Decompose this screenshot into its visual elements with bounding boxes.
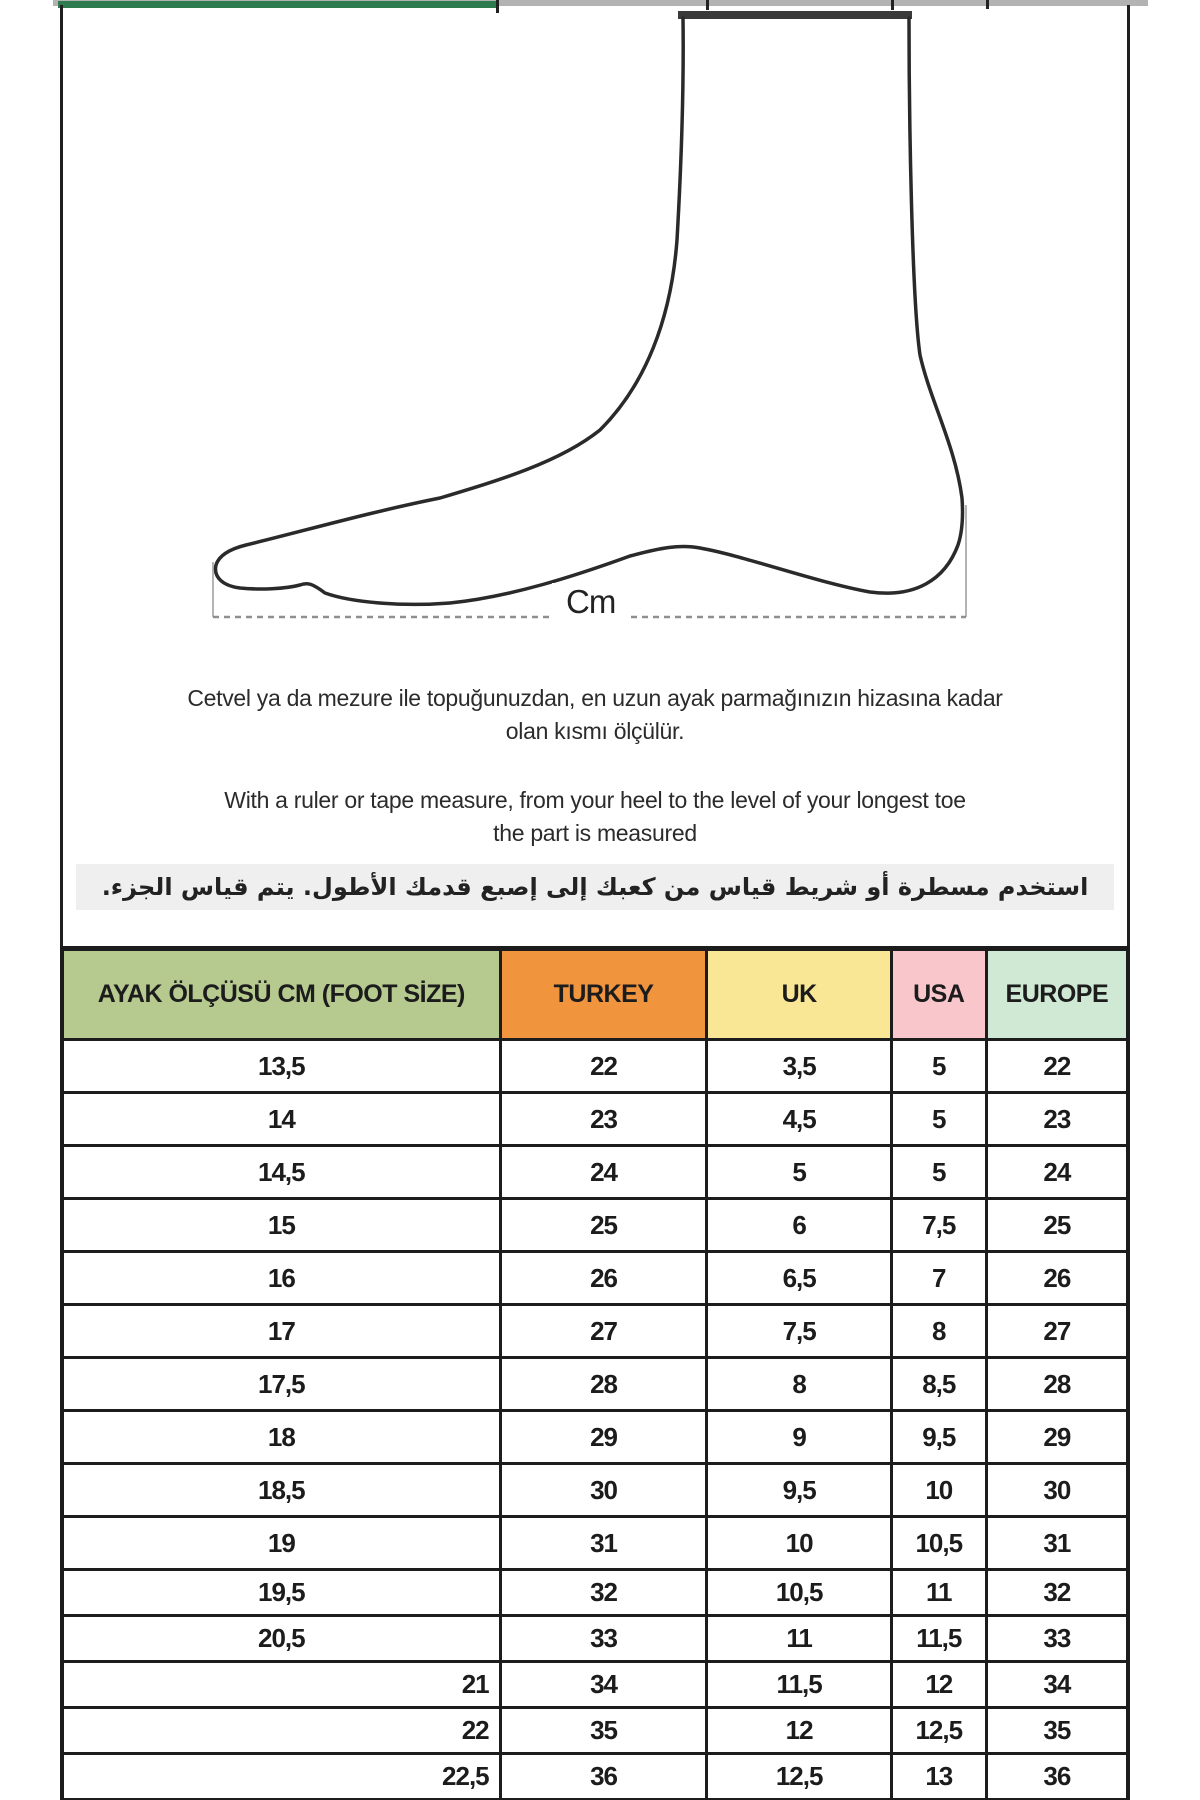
- table-row: [62, 1570, 1128, 1616]
- table-row: [62, 1358, 1128, 1411]
- table-cell: 10,5: [891, 1517, 986, 1570]
- table-cell: 13: [891, 1754, 986, 1800]
- table-cell: 14: [62, 1093, 500, 1146]
- table-cell: 36: [986, 1754, 1128, 1800]
- table-cell: 28: [500, 1358, 707, 1411]
- table-cell: 27: [500, 1305, 707, 1358]
- table-cell: 31: [986, 1517, 1128, 1570]
- table-cell: 15: [62, 1199, 500, 1252]
- table-row: [62, 1708, 1128, 1754]
- table-cell: 11: [891, 1570, 986, 1616]
- table-cell: 24: [500, 1146, 707, 1199]
- table-cell: 21: [62, 1662, 500, 1708]
- table-cell: 11: [707, 1616, 891, 1662]
- table-body: [62, 1040, 1128, 1800]
- table-cell: 6: [707, 1199, 891, 1252]
- table-cell: 14,5: [62, 1146, 500, 1199]
- table-cell: 5: [891, 1093, 986, 1146]
- table-row: [62, 1464, 1128, 1517]
- table-row: [62, 1616, 1128, 1662]
- table-cell: 7,5: [891, 1199, 986, 1252]
- table-cell: 7: [891, 1252, 986, 1305]
- table-cell: 16: [62, 1252, 500, 1305]
- cm-unit-label: Cm: [552, 583, 629, 621]
- table-cell: 22,5: [62, 1754, 500, 1800]
- table-cell: 27: [986, 1305, 1128, 1358]
- table-cell: 11,5: [891, 1616, 986, 1662]
- table-cell: 18,5: [62, 1464, 500, 1517]
- table-row: [62, 1305, 1128, 1358]
- table-row: [62, 1146, 1128, 1199]
- table-row: [62, 1252, 1128, 1305]
- header-europe: EUROPE: [986, 949, 1128, 1040]
- table-cell: 6,5: [707, 1252, 891, 1305]
- table-row: [62, 1662, 1128, 1708]
- table-cell: 19: [62, 1517, 500, 1570]
- table-cell: 30: [986, 1464, 1128, 1517]
- table-cell: 12: [891, 1662, 986, 1708]
- instruction-english-line1: With a ruler or tape measure, from your heel to the level of your longest toe: [224, 787, 966, 813]
- table-cell: 11,5: [707, 1662, 891, 1708]
- header-turkey: TURKEY: [500, 949, 707, 1040]
- table-cell: 22: [62, 1708, 500, 1754]
- table-cell: 7,5: [707, 1305, 891, 1358]
- header-usa: USA: [891, 949, 986, 1040]
- table-cell: 23: [986, 1093, 1128, 1146]
- table-cell: 24: [986, 1146, 1128, 1199]
- table-cell: 26: [500, 1252, 707, 1305]
- instruction-turkish: [60, 682, 1130, 748]
- table-cell: 22: [500, 1040, 707, 1093]
- table-cell: 20,5: [62, 1616, 500, 1662]
- table-cell: 13,5: [62, 1040, 500, 1093]
- table-cell: 19,5: [62, 1570, 500, 1616]
- table-cell: 31: [500, 1517, 707, 1570]
- table-cell: 8: [891, 1305, 986, 1358]
- table-row: [62, 1754, 1128, 1800]
- table-row: [62, 1517, 1128, 1570]
- instruction-english: [60, 784, 1130, 850]
- table-cell: 9: [707, 1411, 891, 1464]
- table-row: [62, 1199, 1128, 1252]
- table-cell: 17,5: [62, 1358, 500, 1411]
- table-cell: 5: [891, 1146, 986, 1199]
- table-cell: 5: [891, 1040, 986, 1093]
- table-cell: 35: [986, 1708, 1128, 1754]
- table-cell: 5: [707, 1146, 891, 1199]
- instruction-arabic-wrap: [60, 864, 1130, 910]
- instruction-arabic: استخدم مسطرة أو شريط قياس من كعبك إلى إصبع قدمك الأطول. يتم قياس الجزء.: [76, 864, 1115, 910]
- table-cell: 8: [707, 1358, 891, 1411]
- table-cell: 29: [500, 1411, 707, 1464]
- table-cell: 9,5: [891, 1411, 986, 1464]
- table-cell: 18: [62, 1411, 500, 1464]
- table-cell: 25: [500, 1199, 707, 1252]
- table-row: [62, 1040, 1128, 1093]
- header-foot-size: AYAK ÖLÇÜSÜ CM (FOOT SİZE): [62, 949, 500, 1040]
- table-cell: 22: [986, 1040, 1128, 1093]
- table-cell: 35: [500, 1708, 707, 1754]
- table-cell: 23: [500, 1093, 707, 1146]
- table-cell: 4,5: [707, 1093, 891, 1146]
- table-cell: 25: [986, 1199, 1128, 1252]
- table-cell: 12,5: [891, 1708, 986, 1754]
- table-cell: 17: [62, 1305, 500, 1358]
- table-cell: 32: [986, 1570, 1128, 1616]
- table-cell: 30: [500, 1464, 707, 1517]
- table-cell: 10: [707, 1517, 891, 1570]
- table-cell: 33: [986, 1616, 1128, 1662]
- table-cell: 28: [986, 1358, 1128, 1411]
- size-conversion-table: [60, 946, 1130, 1800]
- instruction-turkish-line2: olan kısmı ölçülür.: [505, 718, 685, 744]
- table-cell: 3,5: [707, 1040, 891, 1093]
- table-cell: 34: [986, 1662, 1128, 1708]
- table-cell: 9,5: [707, 1464, 891, 1517]
- table-cell: 29: [986, 1411, 1128, 1464]
- table-cell: 12: [707, 1708, 891, 1754]
- table-row: [62, 1093, 1128, 1146]
- table-cell: 10,5: [707, 1570, 891, 1616]
- header-uk: UK: [707, 949, 891, 1040]
- table-row: [62, 1411, 1128, 1464]
- foot-outline: [216, 18, 963, 604]
- table-cell: 33: [500, 1616, 707, 1662]
- table-cell: 8,5: [891, 1358, 986, 1411]
- table-cell: 32: [500, 1570, 707, 1616]
- table-header-row: [62, 949, 1128, 1040]
- table-cell: 34: [500, 1662, 707, 1708]
- instruction-english-line2: the part is measured: [493, 820, 697, 846]
- table-cell: 12,5: [707, 1754, 891, 1800]
- instruction-turkish-line1: Cetvel ya da mezure ile topuğunuzdan, en uzun ayak parmağınızın hizasına kadar: [187, 685, 1003, 711]
- table-cell: 10: [891, 1464, 986, 1517]
- table-cell: 26: [986, 1252, 1128, 1305]
- table-cell: 36: [500, 1754, 707, 1800]
